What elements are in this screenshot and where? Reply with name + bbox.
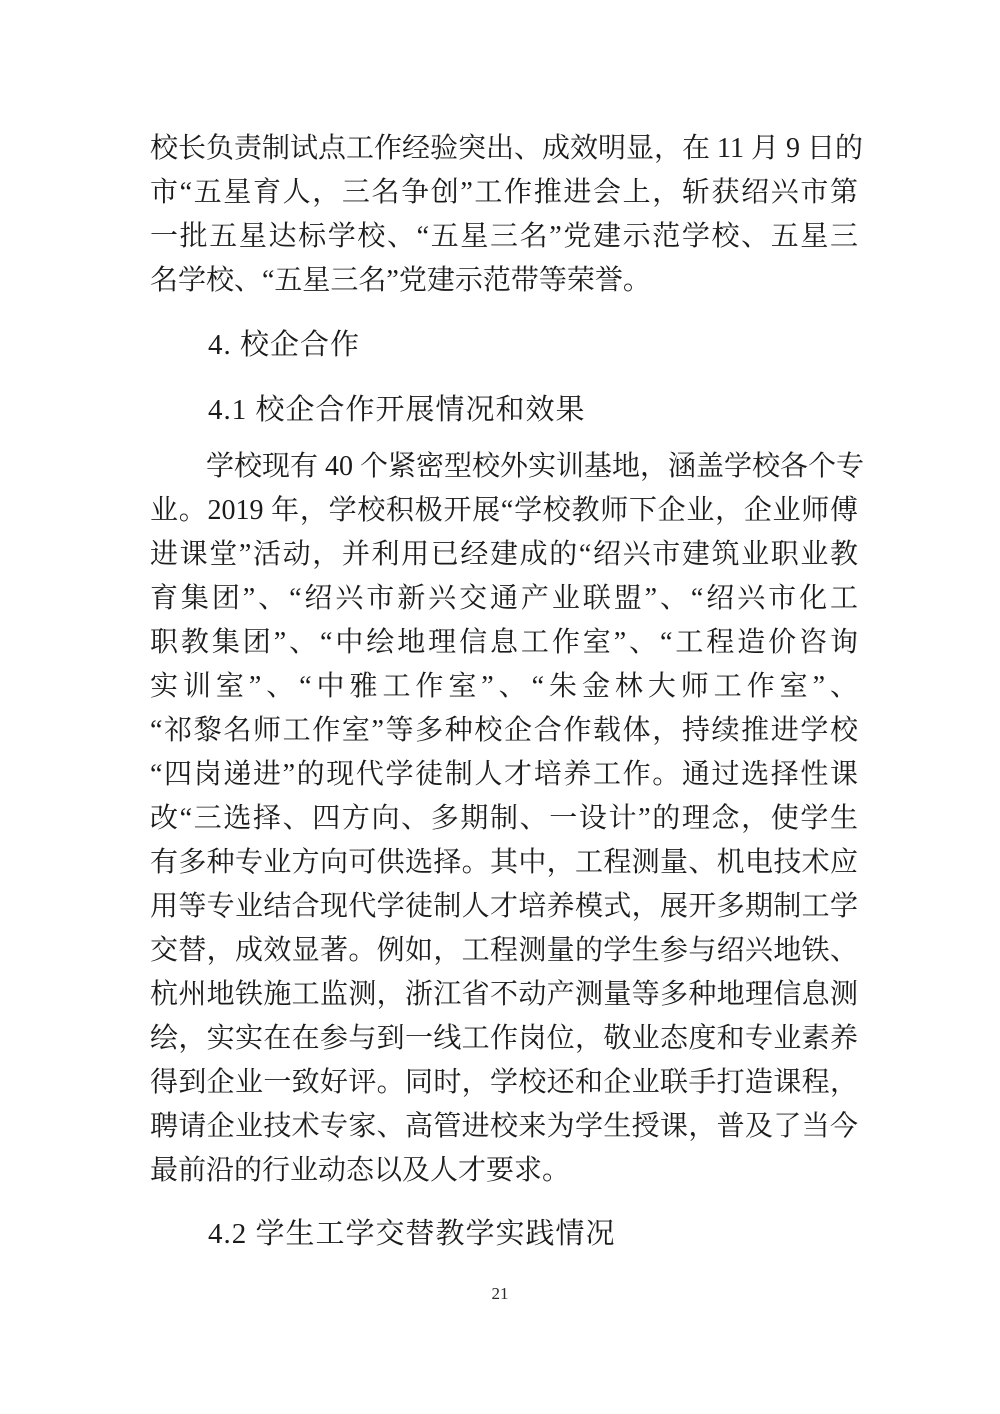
page-number: 21 [491,1284,509,1303]
text-line: 育集团”、“绍兴市新兴交通产业联盟”、“绍兴市化工 [150,583,858,614]
text-line: “四岗递进”的现代学徒制人才培养工作。通过选择性课 [150,759,858,790]
text-line: 实训室”、“中雅工作室”、“朱金林大师工作室”、 [150,671,858,702]
text-line: 学校现有 40 个紧密型校外实训基地，涵盖学校各个专 [206,451,865,482]
section-heading-4-1: 4.1 校企合作开展情况和效果 [208,394,586,426]
text-line: 一批五星达标学校、“五星三名”党建示范学校、五星三 [150,221,858,252]
text-line: 有多种专业方向可供选择。其中，工程测量、机电技术应 [150,847,858,878]
text-line: 名学校、“五星三名”党建示范带等荣誉。 [150,265,651,296]
text-line: “祁黎名师工作室”等多种校企合作载体，持续推进学校 [150,715,858,746]
text-line: 改“三选择、四方向、多期制、一设计”的理念，使学生 [150,803,858,834]
text-line: 校长负责制试点工作经验突出、成效明显，在 11 月 9 日的 [150,133,863,164]
text-line: 市“五星育人，三名争创”工作推进会上，斩获绍兴市第 [150,177,858,208]
text-line: 杭州地铁施工监测，浙江省不动产测量等多种地理信息测 [150,979,858,1010]
text-line: 绘，实实在在参与到一线工作岗位，敬业态度和专业素养 [150,1023,858,1054]
text-line: 职教集团”、“中绘地理信息工作室”、“工程造价咨询 [150,627,858,658]
text-line: 业。2019 年，学校积极开展“学校教师下企业，企业师傅 [150,495,858,526]
paragraph-section-4-1 [150,445,865,1193]
text-line: 聘请企业技术专家、高管进校来为学生授课，普及了当今 [150,1111,858,1142]
text-line: 用等专业结合现代学徒制人才培养模式，展开多期制工学 [150,891,858,922]
text-block [150,127,865,1256]
text-line: 交替，成效显著。例如，工程测量的学生参与绍兴地铁、 [150,935,858,966]
text-line: 最前沿的行业动态以及人才要求。 [150,1155,571,1186]
text-line: 进课堂”活动，并利用已经建成的“绍兴市建筑业职业教 [150,539,858,570]
section-heading-4: 4. 校企合作 [208,329,361,361]
section-heading-4-2: 4.2 学生工学交替教学实践情况 [208,1218,616,1250]
text-line: 得到企业一致好评。同时，学校还和企业联手打造课程， [150,1067,858,1098]
paragraph-continuation [150,127,863,303]
